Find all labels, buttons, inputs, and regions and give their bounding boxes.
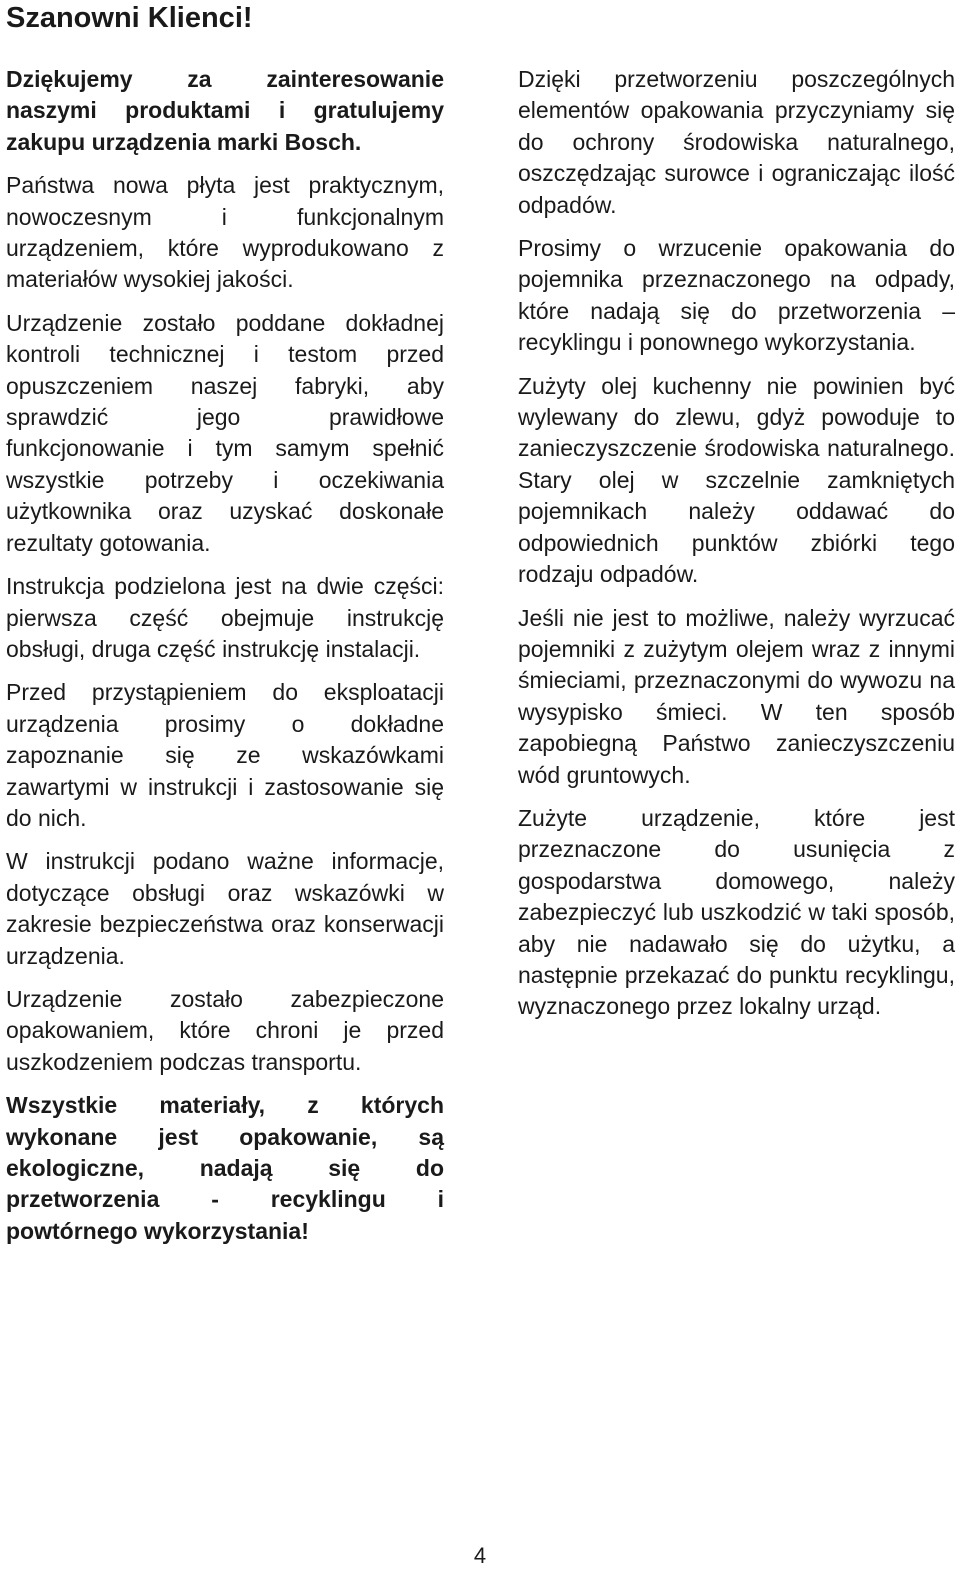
paragraph-used-oil: Zużyty olej kuchenny nie powinien być wylewany do zlewu, gdyż powoduje to zanieczyszczenie środowiska naturalnego. Stary olej w szczelnie zamkniętych pojemnikach należy oddawać do odpowiednich punktów zbiórki tego rodzaju odpadów. — [518, 372, 955, 588]
paragraph-eco-materials: Wszystkie materiały, z których wykonane jest opakowanie, są ekologiczne, nadają się do przetworzenia - recyklingu i powtórnego wykorzystania! — [6, 1092, 444, 1244]
page-number: 4 — [473, 1543, 487, 1568]
paragraph-recycling-benefit: Dzięki przetworzeniu poszczególnych elementów opakowania przyczyniamy się do ochrony środowiska naturalnego, oszczędzając surowce i ograniczając ilość odpadów. — [518, 66, 955, 218]
paragraph-important-info: W instrukcji podano ważne informacje, dotyczące obsługi oraz wskazówki w zakresie bezpieczeństwa oraz konserwacji urządzenia. — [6, 848, 444, 969]
page-heading: Szanowni Klienci! — [6, 2, 253, 34]
right-column — [518, 64, 955, 1035]
paragraph-read-before-use: Przed przystąpieniem do eksploatacji urządzenia prosimy o dokładne zapoznanie się ze wskazówkami zawartymi w instrukcji i zastosowanie się do nich. — [6, 679, 444, 831]
paragraph-new-hob: Państwa nowa płyta jest praktycznym, nowoczesnym i funkcjonalnym urządzeniem, które wyprodukowano z materiałów wysokiej jakości. — [6, 172, 444, 293]
paragraph-thanks: Dziękujemy za zainteresowanie naszymi produktami i gratulujemy zakupu urządzenia marki Bosch. — [6, 66, 444, 155]
paragraph-dispose-packaging: Prosimy o wrzucenie opakowania do pojemnika przeznaczonego na odpady, które nadają się do przetworzenia – recyklingu i ponownego wykorzystania. — [518, 235, 955, 356]
paragraph-quality-control: Urządzenie zostało poddane dokładnej kontroli technicznej i testom przed opuszczeniem naszej fabryki, aby sprawdzić jego prawidłowe funkcjonowanie i tym samym spełnić wszystkie potrzeby i oczekiwania użytkownika oraz uzyskać doskonałe rezultaty gotowania. — [6, 309, 444, 556]
paragraph-manual-structure: Instrukcja podzielona jest na dwie części: pierwsza część obejmuje instrukcję obsługi, druga część instrukcję instalacji. — [6, 573, 444, 662]
paragraph-old-appliance: Zużyte urządzenie, które jest przeznaczone do usunięcia z gospodarstwa domowego, należy zabezpieczyć lub uszkodzić w taki sposób, aby nie nadawało się do użytku, a następnie przekazać do punktu recyklingu, wyznaczonego przez lokalny urząd. — [518, 804, 955, 1020]
paragraph-packaging: Urządzenie zostało zabezpieczone opakowaniem, które chroni je przed uszkodzeniem podczas transportu. — [6, 985, 444, 1075]
paragraph-oil-alternative: Jeśli nie jest to możliwe, należy wyrzucać pojemniki z zużytym olejem wraz z innymi śmieciami, przeznaczonymi do wywozu na wysypisko śmieci. W ten sposób zapobiegną Państwo zanieczyszczeniu wód gruntowych. — [518, 604, 955, 788]
left-column — [6, 64, 444, 1259]
